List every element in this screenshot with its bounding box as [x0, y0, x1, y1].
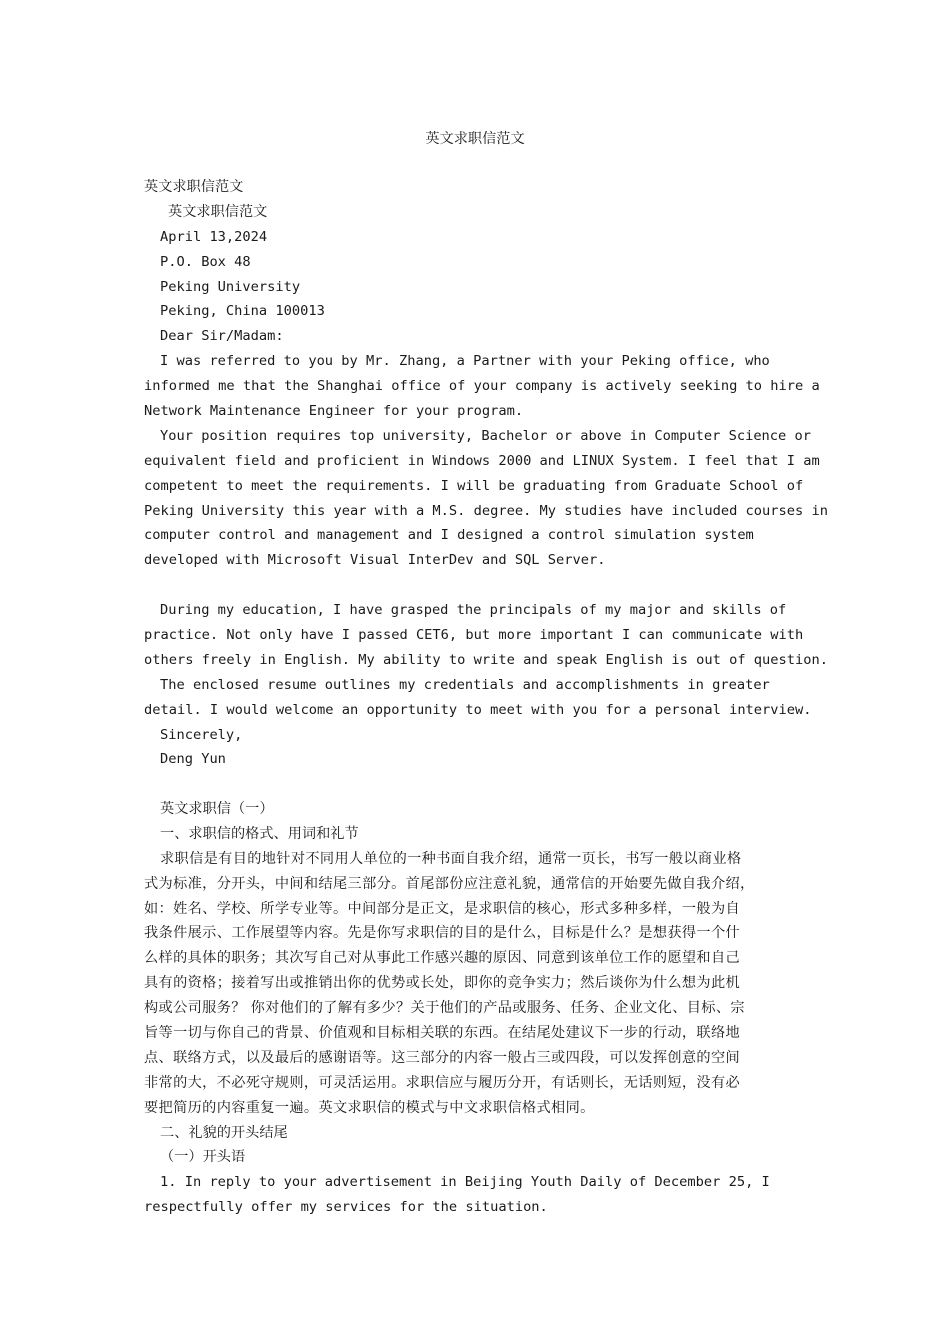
paragraph-line: Your position requires top university, Bachelor or above in Computer Science or	[160, 427, 812, 444]
salutation: Dear Sir/Madam:	[160, 328, 284, 345]
paragraph-line	[144, 573, 809, 598]
paragraph-line: detail. I would welcome an opportunity to meet with you for a personal interview.	[144, 701, 812, 718]
letter-paragraph	[144, 424, 828, 598]
paragraph-line: 构或公司服务？ 你对他们的了解有多少？关于他们的产品或服务、任务、企业文化、目标、宗	[144, 1000, 745, 1017]
paragraph-line: others freely in English. My ability to write and speak English is out of question.	[144, 651, 828, 668]
paragraph-line: 旨等一切与你自己的背景、价值观和目标相关联的东西。在结尾处建议下一步的行动，联络地	[144, 1025, 741, 1042]
letter-paragraph	[144, 598, 828, 673]
subsection-heading: （一）开头语	[160, 1149, 246, 1166]
cover-letter	[144, 175, 828, 772]
example-line: respectfully offer my services for the situation.	[144, 1199, 548, 1216]
address-line: P.O. Box 48	[160, 253, 251, 270]
section-heading: 二、礼貌的开头结尾	[160, 1124, 288, 1141]
letter-heading: 英文求职信范文	[144, 179, 244, 195]
address-line: Peking University	[160, 278, 301, 295]
signature: Deng Yun	[160, 751, 226, 768]
paragraph-line: practice. Not only have I passed CET6, but more important I can communicate with	[144, 627, 804, 644]
paragraph-line: informed me that the Shanghai office of your company is actively seeking to hire a	[144, 378, 820, 395]
paragraph-line: I was referred to you by Mr. Zhang, a Partner with your Peking office, who	[160, 353, 770, 370]
section-title: 英文求职信（一）	[160, 801, 274, 817]
closing: Sincerely,	[160, 726, 243, 743]
guide-paragraph	[144, 847, 809, 1121]
paragraph-line: equivalent field and proficient in Windows 2000 and LINUX System. I feel that I am	[144, 452, 820, 469]
address-line: Peking, China 100013	[160, 303, 325, 320]
paragraph-line: 么样的具体的职务；其次写自己对从事此工作感兴趣的原因、同意到该单位工作的愿望和自己	[144, 950, 741, 967]
paragraph-line: 求职信是有目的地针对不同用人单位的一种书面自我介绍，通常一页长，书写一般以商业格	[160, 850, 742, 867]
letter-paragraph	[144, 349, 820, 424]
paragraph-line: Network Maintenance Engineer for your program.	[144, 403, 524, 420]
paragraph-line: 非常的大，不必死守规则，可灵活运用。求职信应与履历分开，有话则长，无话则短，没有必	[144, 1074, 741, 1091]
paragraph-line: During my education, I have grasped the principals of my major and skills of	[160, 602, 787, 619]
letter-subheading: 英文求职信范文	[168, 203, 268, 220]
paragraph-line: developed with Microsoft Visual InterDev and SQL Server.	[144, 552, 606, 569]
paragraph-line: 我条件展示、工作展望等内容。先是你写求职信的目的是什么，目标是什么？是想获得一个什	[144, 925, 741, 942]
paragraph-line: The enclosed resume outlines my credentials and accomplishments in greater	[160, 676, 770, 693]
section-heading: 一、求职信的格式、用词和礼节	[160, 825, 359, 842]
paragraph-line: 具有的资格；接着写出或推销出你的优势或长处，即你的竞争实力；然后谈你为什么想为此机	[144, 975, 741, 992]
guide-section	[144, 797, 809, 1220]
document-title: 英文求职信范文	[425, 131, 525, 147]
letter-date: April 13,2024	[160, 228, 268, 245]
paragraph-line: Peking University this year with a M.S. degree. My studies have included courses in	[144, 502, 828, 519]
paragraph-line: computer control and management and I designed a control simulation system	[144, 527, 754, 544]
paragraph-line: 要把简历的内容重复一遍。英文求职信的模式与中文求职信格式相同。	[144, 1099, 595, 1116]
letter-paragraph	[144, 673, 812, 723]
paragraph-line: 点、联络方式，以及最后的感谢语等。这三部分的内容一般占三或四段，可以发挥创意的空间	[144, 1049, 741, 1066]
paragraph-line: competent to meet the requirements. I will be graduating from Graduate School of	[144, 477, 804, 494]
paragraph-line: 如：姓名、学校、所学专业等。中间部分是正文，是求职信的核心，形式多种多样，一般为自	[144, 900, 741, 917]
paragraph-line: 式为标准，分开头，中间和结尾三部分。首尾部份应注意礼貌，通常信的开始要先做自我介绍，	[144, 875, 755, 892]
example-line: 1. In reply to your advertisement in Beijing Youth Daily of December 25, I	[160, 1174, 770, 1191]
